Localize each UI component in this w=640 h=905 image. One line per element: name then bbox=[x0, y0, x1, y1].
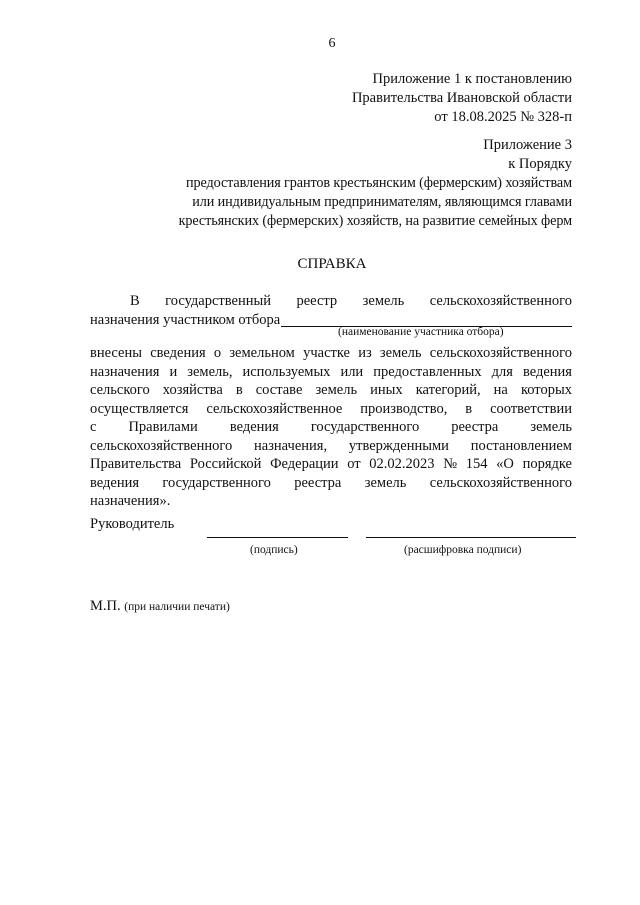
signature-hint: (подпись) bbox=[250, 544, 298, 556]
paragraph-line bbox=[90, 455, 572, 474]
word: или bbox=[340, 363, 364, 380]
signature-decode-blank[interactable] bbox=[366, 537, 576, 538]
paragraph-line bbox=[90, 400, 572, 419]
word: с bbox=[90, 419, 97, 435]
word: постановлением bbox=[470, 437, 572, 454]
appendix-1-line-3: от 18.08.2025 № 328-п bbox=[434, 109, 572, 125]
appendix-3-header bbox=[179, 136, 572, 231]
word: сведения bbox=[150, 345, 206, 361]
word: в bbox=[235, 382, 243, 398]
signature-blank[interactable] bbox=[207, 537, 348, 538]
word: ведения bbox=[229, 419, 279, 435]
word: сельскохозяйственного bbox=[429, 293, 572, 309]
word: сельскохозяйственного bbox=[429, 474, 572, 491]
word: сельскохозяйственное bbox=[206, 400, 343, 417]
word: иных bbox=[370, 382, 403, 398]
word: от bbox=[347, 456, 361, 472]
word: порядке bbox=[522, 456, 572, 472]
word: назначения bbox=[90, 363, 160, 380]
word: назначения, bbox=[254, 437, 328, 454]
body-first-line bbox=[90, 292, 572, 311]
word: 02.02.2023 bbox=[369, 456, 435, 472]
word: реестра bbox=[451, 419, 499, 435]
word: сельскохозяйственного bbox=[90, 437, 233, 454]
word: осуществляется bbox=[90, 400, 189, 417]
appendix-1-line-1: Приложение 1 к постановлению bbox=[372, 71, 572, 87]
signature-row bbox=[90, 516, 578, 538]
word: сельскохозяйственного bbox=[429, 345, 572, 361]
word: земель bbox=[379, 345, 422, 361]
justified-line bbox=[90, 292, 572, 311]
word: ведения bbox=[522, 363, 572, 380]
word: на bbox=[493, 382, 508, 398]
paragraph-line bbox=[90, 344, 572, 363]
word: земель, bbox=[187, 363, 233, 380]
word: земель bbox=[315, 382, 358, 398]
participant-prefix: назначения участником отбора bbox=[90, 312, 281, 328]
word: категорий, bbox=[415, 382, 481, 398]
word: земель bbox=[364, 474, 407, 491]
word: государственный bbox=[165, 293, 271, 309]
word: составе bbox=[255, 382, 303, 398]
paragraph-line bbox=[90, 418, 572, 437]
participant-hint: (наименование участника отбора) bbox=[338, 326, 504, 338]
word: земельном bbox=[229, 345, 295, 361]
stamp-note: (при наличии печати) bbox=[124, 601, 230, 613]
body-paragraph bbox=[90, 344, 572, 511]
signature-label: Руководитель bbox=[90, 516, 175, 532]
word: из bbox=[358, 345, 372, 361]
appendix-3-line-2: к Порядку bbox=[508, 156, 572, 172]
word: в bbox=[465, 400, 473, 417]
word: Правительства bbox=[90, 456, 182, 472]
word: предоставленных bbox=[373, 363, 482, 380]
word: которых bbox=[520, 382, 572, 398]
word: реестра bbox=[294, 474, 342, 491]
word: хозяйства bbox=[162, 382, 223, 398]
appendix-3-line-3: предоставления грантов крестьянским (фермерским) хозяйствам bbox=[185, 175, 572, 191]
page-number: 6 bbox=[328, 36, 336, 51]
word: утвержденными bbox=[348, 437, 449, 454]
word: земель bbox=[530, 419, 572, 435]
word: Российской bbox=[189, 456, 262, 472]
word: участке bbox=[303, 345, 350, 361]
word: государственного bbox=[162, 474, 271, 491]
word: земель bbox=[362, 293, 405, 309]
appendix-3-line-5: крестьянских (фермерских) хозяйств, на развитие семейных ферм bbox=[178, 213, 572, 229]
appendix-3-line-4: или индивидуальным предпринимателям, являющимся главами bbox=[192, 194, 572, 210]
word: для bbox=[491, 363, 513, 380]
stamp-line bbox=[90, 598, 230, 615]
word: Федерации bbox=[270, 456, 339, 472]
word: № bbox=[443, 456, 458, 472]
word: государственного bbox=[310, 419, 420, 435]
word: Правилами bbox=[128, 419, 198, 435]
word: В bbox=[130, 293, 140, 309]
word: производство, bbox=[360, 400, 448, 417]
word: ведения bbox=[90, 474, 140, 491]
word: «О bbox=[496, 456, 514, 472]
paragraph-line bbox=[90, 474, 572, 493]
word: реестр bbox=[296, 293, 338, 309]
word: и bbox=[169, 363, 178, 380]
document-title: СПРАВКА bbox=[297, 256, 367, 272]
word: 154 bbox=[465, 456, 488, 472]
appendix-3-line-1: Приложение 3 bbox=[483, 137, 572, 153]
paragraph-last-line: назначения». bbox=[90, 493, 171, 509]
stamp-label: М.П. bbox=[90, 598, 121, 614]
word: внесены bbox=[90, 345, 142, 361]
paragraph-line bbox=[90, 381, 572, 400]
word: используемых bbox=[242, 363, 331, 380]
signature-decode-hint: (расшифровка подписи) bbox=[404, 544, 522, 556]
appendix-1-header bbox=[352, 70, 572, 127]
word: соответствии bbox=[490, 400, 572, 417]
paragraph-line bbox=[90, 363, 572, 382]
word: сельского bbox=[90, 382, 150, 398]
paragraph-line bbox=[90, 437, 572, 456]
word: о bbox=[213, 345, 222, 361]
appendix-1-line-2: Правительства Ивановской области bbox=[351, 90, 572, 106]
